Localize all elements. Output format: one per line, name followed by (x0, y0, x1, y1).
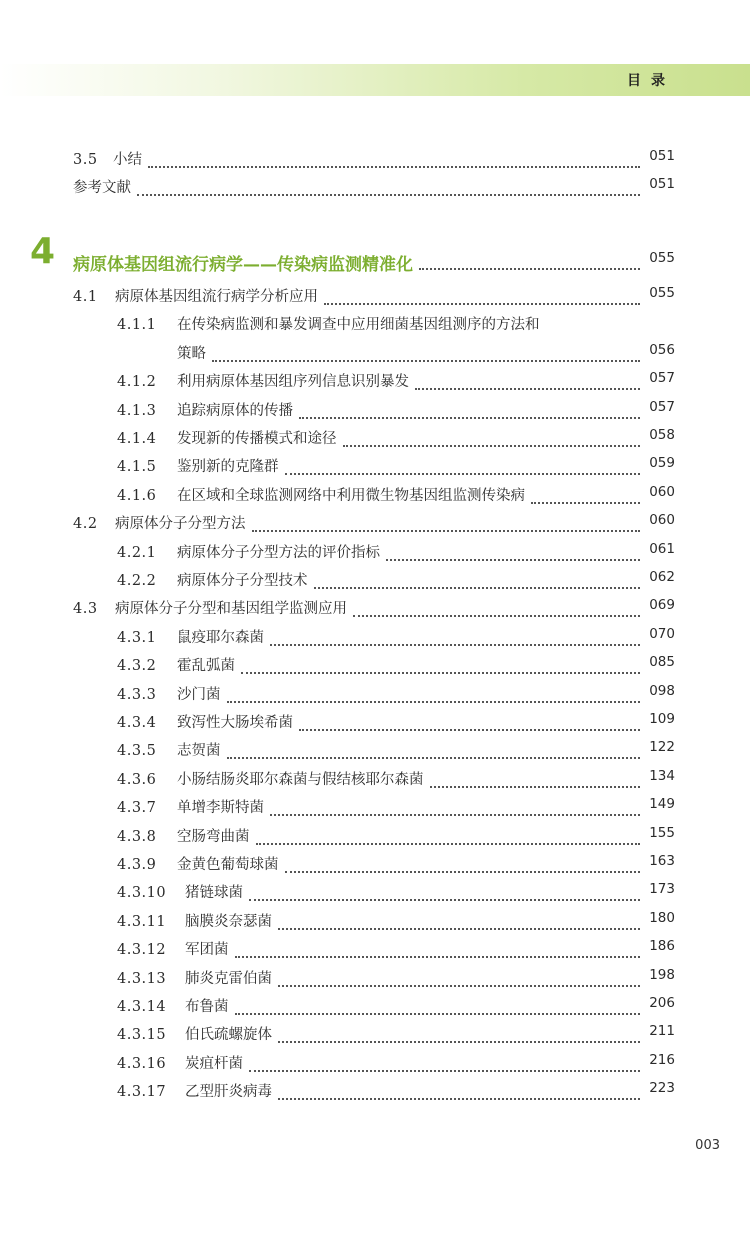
toc-entry-number: 4.3.16 (117, 1055, 167, 1072)
toc-entry-title: 空肠弯曲菌 (177, 828, 250, 845)
toc-entry-title: 霍乱弧菌 (177, 658, 235, 675)
toc-entry-title: 伯氏疏螺旋体 (185, 1027, 272, 1044)
toc-entry-page: 098 (649, 682, 675, 699)
toc-entry-number: 4.3.1 (117, 629, 157, 646)
toc-entry-page: 211 (649, 1023, 675, 1040)
toc-entry-number: 4.1.6 (117, 487, 157, 504)
toc-entry-number: 4.3.5 (117, 743, 157, 760)
toc-entry-title: 炭疽杆菌 (185, 1055, 243, 1072)
toc-entry-title: 追踪病原体的传播 (177, 402, 293, 419)
toc-entry-page: 180 (649, 909, 675, 926)
chapter-page: 055 (649, 250, 675, 266)
toc-entry-page: 056 (649, 341, 675, 358)
leader-dots (531, 502, 640, 504)
toc-entry-title: 鼠疫耶尔森菌 (177, 629, 264, 646)
toc-entry-title: 发现新的传播模式和途径 (177, 431, 337, 447)
toc-entry[interactable] (0, 148, 750, 172)
leader-dots (278, 1098, 640, 1100)
leader-dots (256, 843, 641, 845)
toc-entry-page: 223 (649, 1080, 675, 1097)
toc-entry-page: 051 (649, 148, 675, 164)
toc-entry-title: 病原体分子分型技术 (177, 573, 308, 589)
toc-entry-title: 金黄色葡萄球菌 (177, 857, 279, 873)
toc-entry-page: 059 (649, 455, 675, 472)
toc-entry-number: 4.2.1 (117, 544, 157, 561)
chapter-entry[interactable] (0, 250, 750, 274)
toc-entry-page: 055 (649, 285, 675, 301)
toc-entry[interactable] (0, 541, 750, 565)
toc-entry-page: 051 (649, 176, 675, 192)
leader-dots (285, 871, 641, 873)
toc-entry-title: 鉴别新的克隆群 (177, 459, 279, 476)
toc-entry-title: 军团菌 (185, 942, 229, 959)
toc-entry-number: 4.3 (73, 601, 98, 618)
leader-dots (227, 757, 641, 759)
leader-dots (278, 928, 640, 930)
toc-entry[interactable] (0, 597, 750, 621)
leader-dots (343, 445, 641, 447)
toc-entry[interactable] (0, 1052, 750, 1076)
toc-entry[interactable] (0, 176, 750, 200)
toc-entry-page: 058 (649, 427, 675, 443)
toc-entry-page: 085 (649, 654, 675, 671)
leader-dots (314, 587, 641, 589)
leader-dots (249, 899, 640, 901)
toc-entry-page: 070 (649, 625, 675, 642)
toc-entry-page: 163 (649, 853, 675, 869)
toc-entry-title: 小结 (113, 152, 142, 168)
toc-entry[interactable] (0, 370, 750, 394)
toc-entry[interactable] (0, 427, 750, 451)
leader-dots (415, 388, 640, 390)
leader-dots (278, 1041, 640, 1043)
leader-dots (386, 559, 640, 561)
toc-entry-page: 109 (649, 711, 675, 727)
toc-entry-title: 沙门菌 (177, 686, 221, 703)
toc-entry-number: 4.3.15 (117, 1027, 167, 1044)
toc-entry-number: 4.3.17 (117, 1084, 167, 1101)
toc-entry[interactable] (0, 1023, 750, 1047)
toc-entry-title: 志贺菌 (177, 743, 221, 760)
toc-entry-title: 病原体基因组流行病学分析应用 (115, 289, 318, 305)
toc-entry-page: 206 (649, 995, 675, 1011)
toc-entry-title: 小肠结肠炎耶尔森菌与假结核耶尔森菌 (177, 771, 424, 788)
toc-entry-page: 061 (649, 540, 675, 557)
page-number: 003 (695, 1138, 720, 1153)
toc-entry[interactable] (0, 683, 750, 707)
toc-entry[interactable] (0, 455, 750, 479)
toc-entry[interactable] (0, 626, 750, 650)
toc-entry[interactable] (0, 853, 750, 877)
toc-entry-title: 参考文献 (73, 180, 131, 196)
leader-dots (419, 268, 640, 270)
toc-entry-number: 4.3.2 (117, 658, 157, 675)
toc-entry-page: 198 (649, 966, 675, 983)
leader-dots (241, 672, 640, 674)
toc-entry-title: 肺炎克雷伯菌 (185, 970, 272, 987)
toc-entry-page: 060 (649, 512, 675, 529)
chapter-title: 病原体基因组流行病学——传染病监测精准化 (73, 255, 413, 275)
toc-entry[interactable] (0, 796, 750, 820)
toc-entry-number: 4.1.1 (117, 317, 157, 334)
toc-entry[interactable] (0, 938, 750, 962)
toc-entry-number: 4.1 (73, 289, 98, 305)
leader-dots (353, 615, 640, 617)
toc-entry[interactable] (0, 512, 750, 536)
toc-entry[interactable] (0, 711, 750, 735)
toc-entry-title: 病原体分子分型和基因组学监测应用 (115, 601, 347, 618)
toc-entry[interactable] (0, 995, 750, 1019)
toc-entry[interactable] (0, 399, 750, 423)
toc-entry-number: 4.3.3 (117, 686, 157, 703)
toc-entry[interactable] (0, 1080, 750, 1104)
toc-entry[interactable] (0, 654, 750, 678)
toc-entry-number: 4.2.2 (117, 573, 157, 589)
toc-entry-page: 149 (649, 796, 675, 813)
toc-entry-number: 4.3.12 (117, 942, 167, 959)
toc-entry-number: 4.3.14 (117, 999, 167, 1015)
toc-entry-title: 利用病原体基因组序列信息识别暴发 (177, 374, 409, 391)
toc-entry-number: 4.3.11 (117, 913, 167, 930)
toc-entry-number: 4.3.9 (117, 857, 157, 873)
toc-entry-title: 病原体分子分型方法 (115, 516, 246, 533)
toc-entry-page: 173 (649, 881, 675, 898)
toc-entry-title: 单增李斯特菌 (177, 800, 264, 817)
toc-entry-title: 脑膜炎奈瑟菌 (185, 913, 272, 930)
toc-entry-page: 060 (649, 483, 675, 500)
toc-entry-title: 布鲁菌 (185, 999, 229, 1015)
leader-dots (299, 417, 640, 419)
toc-entry-title: 乙型肝炎病毒 (185, 1084, 272, 1101)
toc-entry-number: 4.1.2 (117, 374, 157, 391)
toc-entry[interactable] (0, 484, 750, 508)
toc-entry-number: 4.1.5 (117, 459, 157, 476)
toc-entry-number: 4.3.8 (117, 828, 157, 845)
toc-entry-page: 122 (649, 739, 675, 756)
leader-dots (430, 786, 641, 788)
leader-dots (324, 303, 640, 305)
toc-entry-page: 057 (649, 398, 675, 415)
toc-entry-title: 在区域和全球监测网络中利用微生物基因组监测传染病 (177, 487, 525, 504)
toc-entry-title: 致泻性大肠埃希菌 (177, 715, 293, 731)
chapter-number: 4 (30, 231, 56, 272)
toc-entry[interactable] (0, 739, 750, 763)
leader-dots (137, 194, 640, 196)
toc-entry-number: 4.3.4 (117, 715, 157, 731)
toc-entry-number: 4.3.10 (117, 885, 167, 902)
toc-entry-title: 病原体分子分型方法的评价指标 (177, 544, 380, 561)
toc-entry[interactable] (0, 285, 750, 309)
leader-dots (235, 956, 641, 958)
leader-dots (278, 985, 640, 987)
header-title: 目录 (627, 73, 675, 89)
toc-entry-number: 4.1.3 (117, 402, 157, 419)
leader-dots (252, 530, 641, 532)
leader-dots (212, 360, 640, 362)
leader-dots (299, 729, 640, 731)
leader-dots (249, 1070, 640, 1072)
toc-entry-number: 4.2 (73, 516, 98, 533)
toc-entry-title: 策略 (177, 345, 206, 362)
leader-dots (227, 701, 641, 703)
toc-entry-page: 134 (649, 767, 675, 784)
toc-entry-page: 069 (649, 597, 675, 614)
toc-entry-page: 057 (649, 370, 675, 387)
toc-entry-page: 155 (649, 824, 675, 841)
toc-entry[interactable] (0, 313, 750, 337)
toc-entry-title: 猪链球菌 (185, 885, 243, 902)
leader-dots (148, 166, 640, 168)
toc-entry[interactable] (0, 910, 750, 934)
toc-entry[interactable] (0, 342, 750, 366)
toc-entry[interactable] (0, 967, 750, 991)
toc-entry-title: 在传染病监测和暴发调查中应用细菌基因组测序的方法和 (177, 317, 540, 334)
toc-entry[interactable] (0, 768, 750, 792)
toc-entry-page: 062 (649, 569, 675, 585)
leader-dots (235, 1013, 641, 1015)
toc-entry[interactable] (0, 825, 750, 849)
leader-dots (270, 644, 640, 646)
toc-entry[interactable] (0, 569, 750, 593)
toc-entry-number: 4.1.4 (117, 431, 157, 447)
toc-entry[interactable] (0, 881, 750, 905)
toc-entry-page: 216 (649, 1051, 675, 1068)
leader-dots (285, 473, 641, 475)
toc-entry-page: 186 (649, 938, 675, 955)
toc-entry-number: 4.3.7 (117, 800, 157, 817)
toc-entry-number: 3.5 (73, 152, 98, 168)
toc-entry-number: 4.3.13 (117, 970, 167, 987)
leader-dots (270, 814, 640, 816)
toc-entry-number: 4.3.6 (117, 771, 157, 788)
